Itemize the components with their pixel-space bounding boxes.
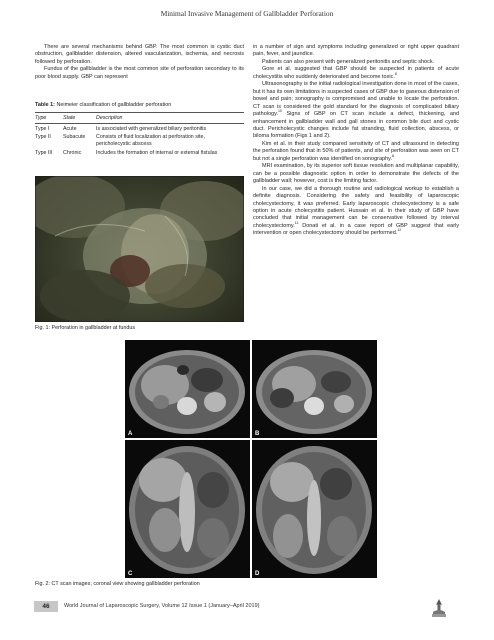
table-1-title: Neimeier classification of gallbladder perforation — [54, 102, 172, 108]
table-cell: Type I — [35, 125, 50, 132]
table-header-cell: Type — [35, 115, 47, 121]
ct-scan-image-d — [252, 440, 377, 578]
table-cell: Consists of fluid localization at perforation site, pericholecystic abscess — [96, 134, 205, 148]
paragraph-text: In our case, we did a thorough routine and radiological workup to establish a definite diagnosis. Considering the safety and feasibility of laparoscopic cholecystectomy, it was preferred. Early laparoscopic cholecystectomy is a safe option in acute cholecystitis patient. Hussain et al. in their study of GBP have concluded that initial management can be conservative followed by interval cholecystectomy. — [253, 185, 459, 229]
right-paragraph-5 — [253, 141, 459, 163]
ct-scan-image-a — [125, 340, 250, 438]
table-cell: Acute — [63, 125, 77, 132]
table-row — [35, 126, 244, 133]
panel-label-a: A — [128, 431, 133, 437]
citation-ref: 12 — [397, 228, 402, 233]
panel-label-c: C — [128, 571, 133, 577]
page-number: 46 — [34, 601, 58, 612]
table-1-caption — [35, 102, 171, 108]
table-row — [35, 150, 244, 157]
citation-ref: 11 — [294, 221, 299, 226]
figure-2-caption: Fig. 2: CT scan images; coronal view showing gallbladder perforation — [35, 581, 200, 587]
table-1-label: Table 1: — [35, 102, 55, 108]
table-header-cell: Description — [96, 115, 123, 121]
left-paragraph-1: There are several mechanisms behind GBP. The most common is cystic duct obstruction, gallbladder distension, altered vascularization, ischemia, and necrosis followed by perforation. — [35, 44, 244, 65]
left-paragraph-2: Fundus of the gallbladder is the most common site of perforation secondary to its poor blood supply. GBP can represent — [35, 66, 244, 80]
ct-scan-image-c — [125, 440, 250, 578]
right-column-text — [253, 44, 459, 238]
paragraph-text: Signs of GBP on CT scan include a defect, thickening, and enhancement in gallbladder wall and gall stones in common bile duct and cystic duct. Pericholecystic changes include fat stranding, fluid collection, abscess, or biloma formation (Figs 1 and 2). — [253, 111, 459, 140]
panel-label-b: B — [255, 431, 260, 437]
right-paragraph-6: MRI examination, by its superior soft tissue resolution and multiplanar capability, can be a possible diagnostic option in order to demonstrate the defects of the gallbladder wall; however, cost is the limiting factor. — [253, 163, 459, 185]
right-paragraph-1: in a number of sign and symptoms including generalized or right upper quadrant pain, fever, and jaundice. — [253, 44, 459, 58]
ct-scan-image-b — [252, 340, 377, 438]
publisher-logo-icon — [428, 597, 450, 619]
table-cell: Chronic — [63, 149, 82, 156]
classification-table — [35, 112, 244, 157]
table-header-cell: State — [63, 115, 76, 121]
citation-ref: 8 — [392, 153, 395, 158]
right-paragraph-3 — [253, 66, 459, 81]
right-paragraph-4 — [253, 81, 459, 141]
table-header-row — [35, 113, 244, 123]
surgical-photo — [35, 176, 244, 322]
publisher-logo-graphic — [428, 597, 450, 619]
table-cell: Includes the formation of internal or external fistulas — [96, 149, 218, 156]
paragraph-text: Donati et al. in a case report of GBP suggest that early intervention or open cholecystectomy should be performed. — [253, 222, 459, 237]
surgical-photo-illustration — [35, 176, 244, 322]
table-row — [35, 134, 244, 147]
citation-ref: 10 — [277, 109, 282, 114]
figure-1-caption: Fig. 1: Perforation in gallbladder at fundus — [35, 325, 136, 331]
paragraph-text: Kim et al. in their study compared sensitivity of CT and ultrasound in detecting the perforation found that in 50% of patients, and site of perforation was seen on CT but not a single perforation was identified on sonography. — [253, 140, 459, 162]
citation-ref: 8 — [394, 71, 397, 76]
table-header-rule — [35, 123, 244, 124]
right-paragraph-2: Patients can also present with generalized peritonitis and septic shock. — [262, 58, 435, 65]
table-cell: Type III — [35, 149, 53, 156]
left-column-text — [35, 44, 244, 81]
ct-panel-a — [125, 340, 250, 438]
table-cell: Type II — [35, 134, 51, 141]
panel-label-d: D — [255, 571, 260, 577]
right-paragraph-7 — [253, 186, 459, 238]
paragraph-text: Ultrasonography is the initial radiological investigation done in most of the cases, but it has its own limitations in suspected cases of GBP due to gaseous distension of bowel and pain; sonography is compromised and unable to locate the perforation. CT scan is considered the gold standard for the diagnosis of complicated biliary pathology. — [253, 81, 459, 118]
paragraph-text: Gore et al. suggested that GBP should be suspected in patients of acute cholecystitis who suddenly deteriorated and become toxic. — [253, 66, 459, 80]
ct-panel-d — [252, 440, 377, 578]
table-cell: Subacute — [63, 134, 86, 141]
table-cell: Is associated with generalized biliary peritonitis — [96, 125, 207, 132]
ct-panel-c — [125, 440, 250, 578]
running-head: Minimal Invasive Management of Gallbladder Perforation — [160, 9, 334, 18]
ct-panel-b — [252, 340, 377, 438]
journal-citation: World Journal of Laparoscopic Surgery, Volume 12 Issue 1 (January–April 2019) — [64, 603, 260, 609]
